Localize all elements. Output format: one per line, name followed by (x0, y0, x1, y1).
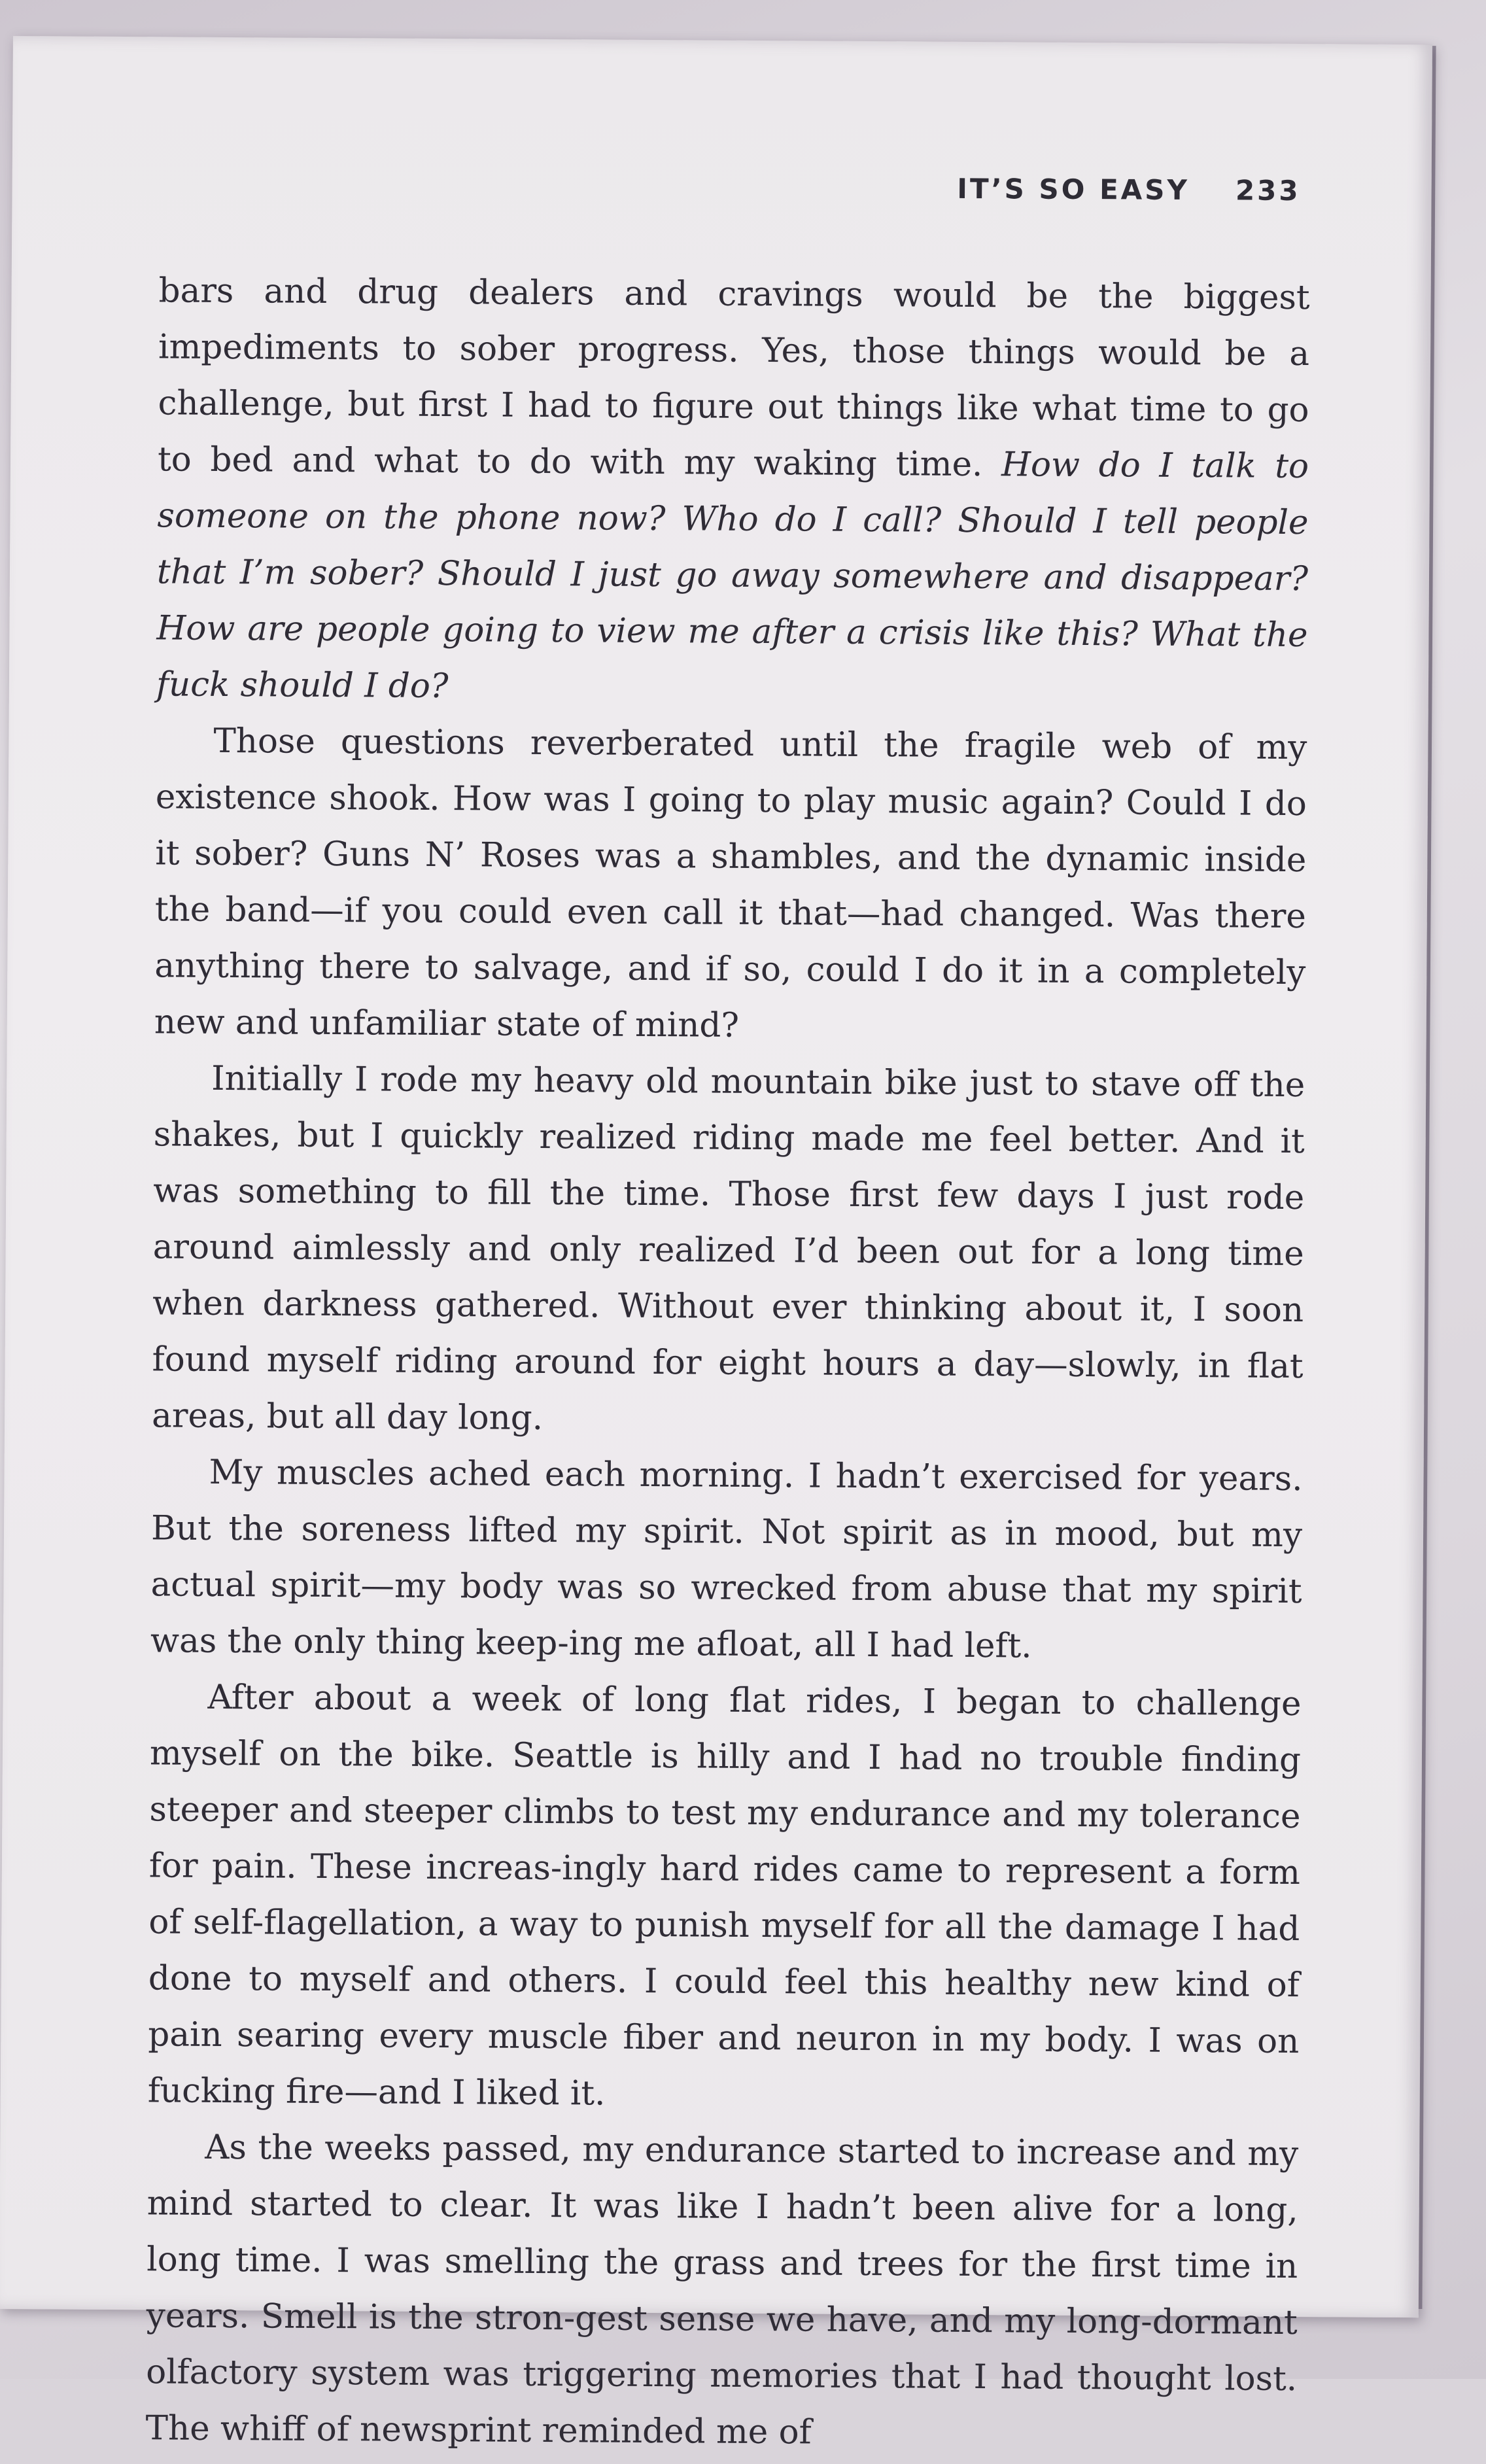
page-number: 233 (1235, 174, 1301, 207)
paragraph-5: After about a week of long flat rides, I began to challenge myself on the bike. Seattle is hilly and I had no trouble finding steeper and steeper climbs to test my endurance and my tolerance for pain. These increas-ingly hard rides came to represent a form of self-flagellation, a way to punish myself for all the damage I had done to myself and others. I could feel this healthy new kind of pain searing every muscle fiber and neuron in my body. I was on fucking fire—and I liked it. (147, 1677, 1302, 2113)
paragraph-1 (156, 262, 1310, 720)
paragraph-1-italic: How do I talk to someone on the phone now? Who do I call? Should I tell people that I’m sober? Should I just go away somewhere and disappear? How are people going to view me after a crisis like this? What the fuck should I do? (156, 445, 1309, 706)
paragraph-6: As the weeks passed, my endurance started to increase and my mind started to clear. It was like I hadn’t been alive for a long, long time. I was smelling the grass and trees for the first time in years. Smell is the stron-gest sense we have, and my long-dormant olfactory system was triggering memories that I had thought lost. The whiff of newsprint reminded me of (145, 2127, 1299, 2452)
running-header (957, 173, 1301, 207)
running-title: IT’S SO EASY (957, 172, 1190, 206)
paragraph-2: Those questions reverberated until the fragile web of my existence shook. How was I going to play music again? Could I do it sober? Guns N’ Roses was a shambles, and the dynamic inside the band—if you could even call it that—had changed. Was there anything there to salvage, and if so, could I do it in a completely new and unfamiliar state of mind? (154, 721, 1307, 1045)
body-text (145, 262, 1309, 2463)
paragraph-1-roman: bars and drug dealers and cravings would be the biggest impediments to sober progress. Yes, those things would be a challenge, but first I had to figure out things like what time to go to bed and what to do with my waking time. (157, 271, 1310, 485)
paragraph-4: My muscles ached each morning. I hadn’t exercised for years. But the soreness lifted my spirit. Not spirit as in mood, but my actual spirit—my body was so wrecked from abuse that my spirit was the only thing keep-ing me afloat, all I had left. (150, 1452, 1303, 1666)
paragraph-3: Initially I rode my heavy old mountain bike just to stave off the shakes, but I quickly realized riding made me feel better. And it was something to fill the time. Those first few days I just rode around aimlessly and only realized I’d been out for a long time when darkness gathered. Without ever thinking about it, I soon found myself riding around for eight hours a day—slowly, in flat areas, but all day long. (151, 1058, 1305, 1438)
book-page (0, 36, 1432, 2452)
